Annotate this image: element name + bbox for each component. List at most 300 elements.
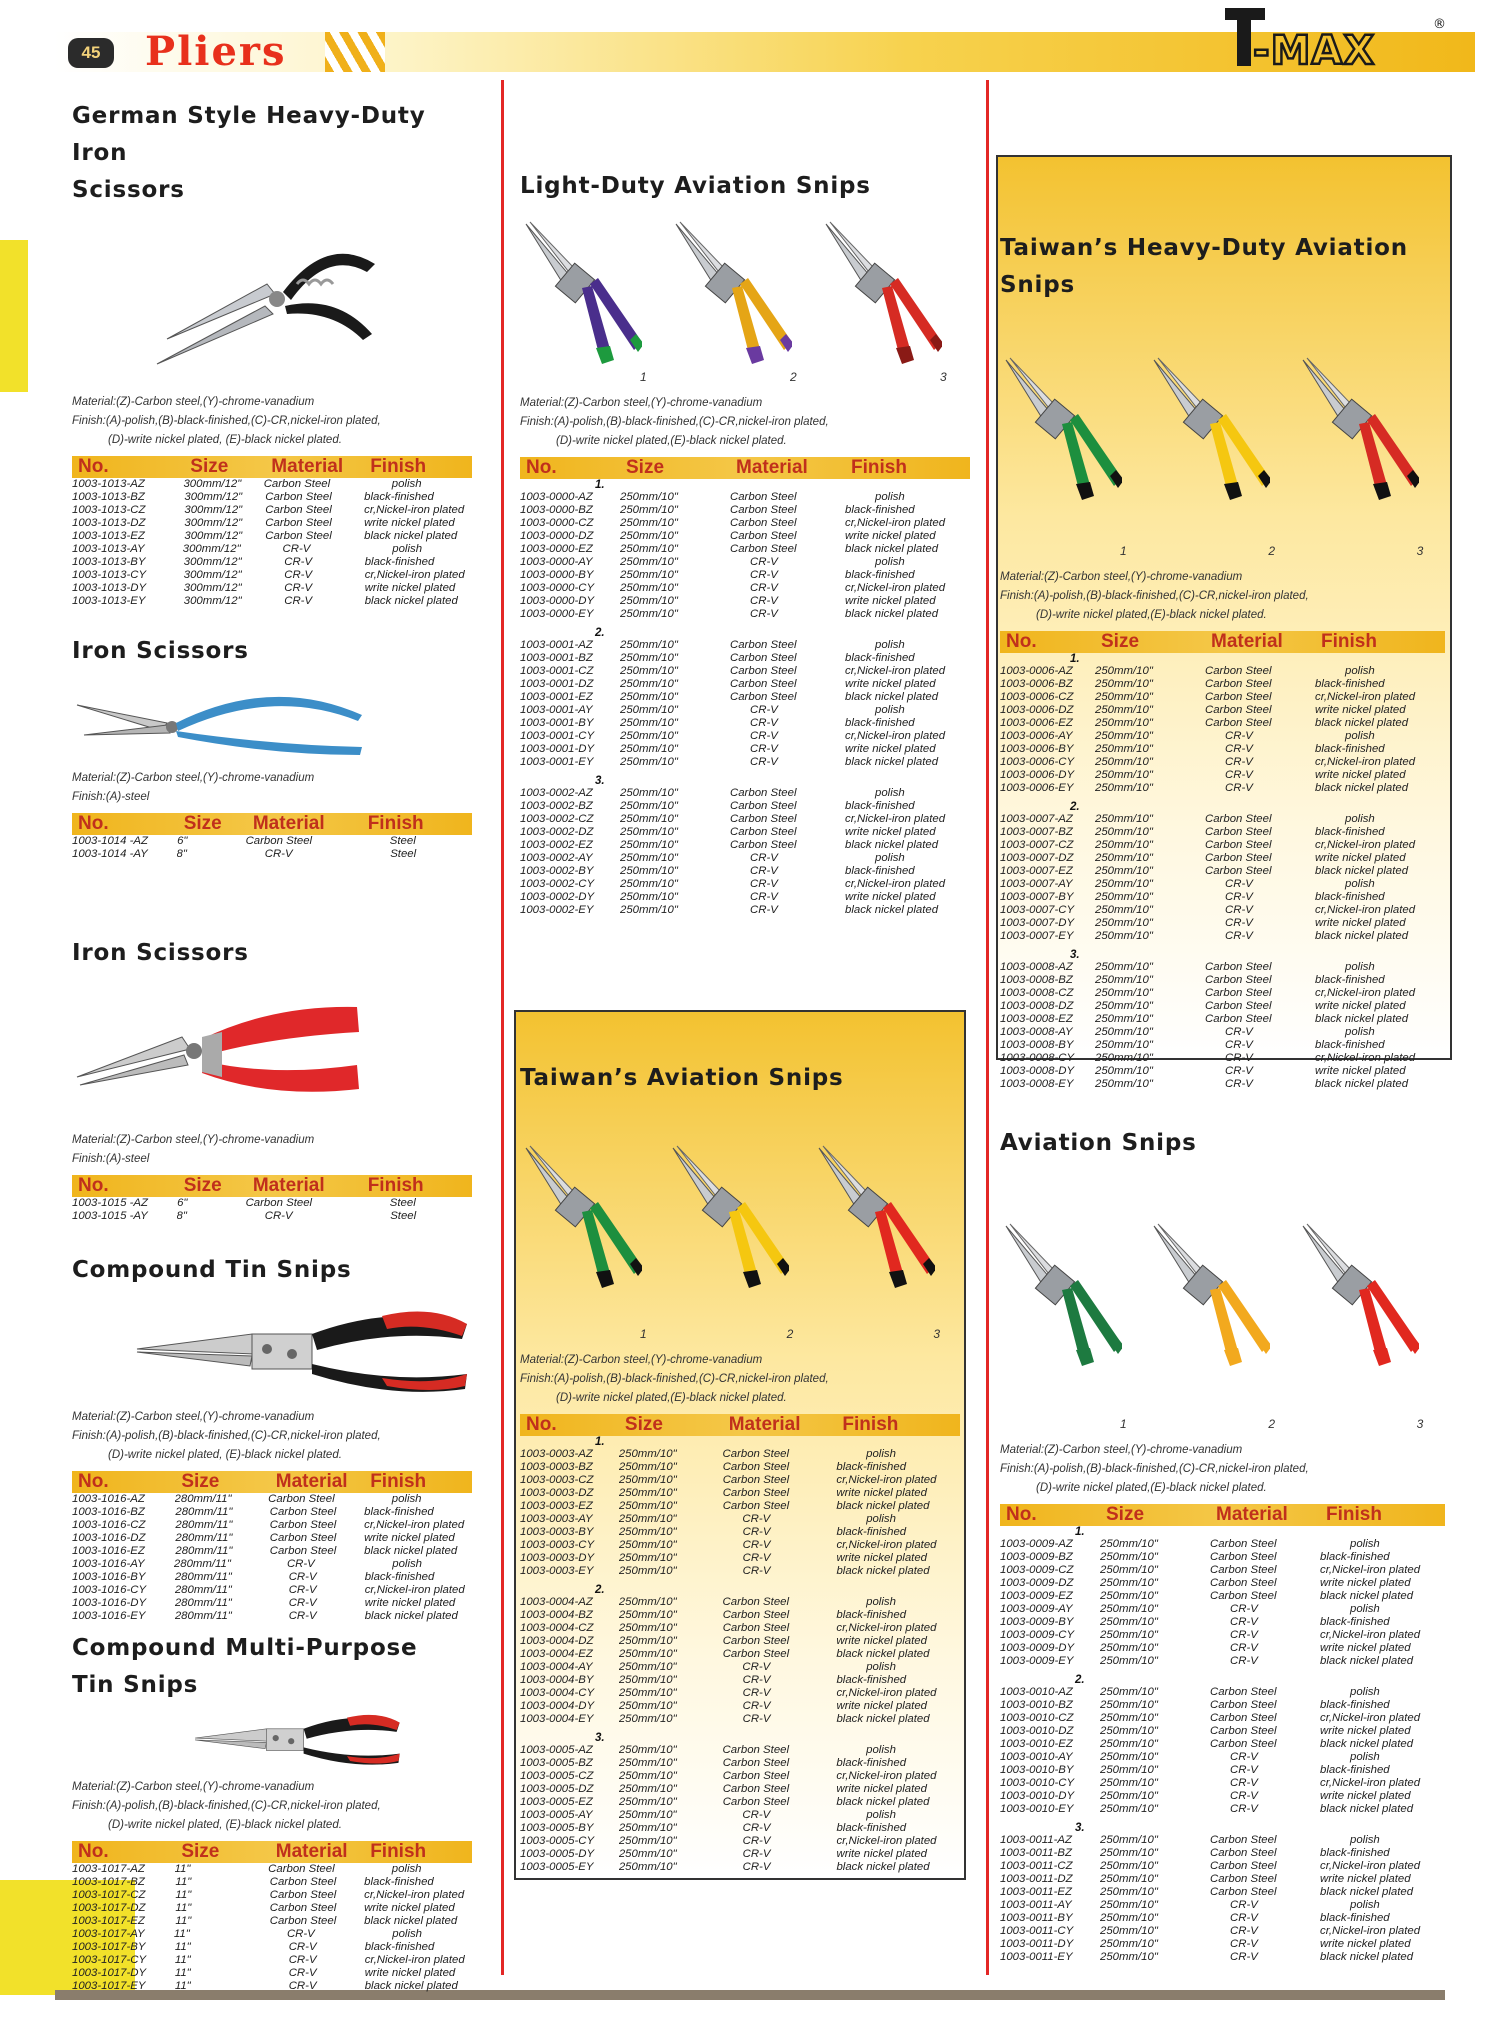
cell-no: 1003-0007-AZ — [1000, 813, 1073, 825]
table-row — [520, 1448, 960, 1461]
cell-finish: write nickel plated — [836, 1783, 927, 1795]
section-iron-scissors-1 — [72, 633, 472, 861]
cell-no: 1003-0003-CY — [520, 1539, 595, 1551]
cell-material: Carbon Steel — [730, 639, 797, 651]
cell-finish: black nickel plated — [1315, 1078, 1409, 1090]
cell-material: CR-V — [1225, 1078, 1253, 1090]
material-line: Material:(Z)-Carbon steel,(Y)-chrome-vanadium — [72, 1134, 315, 1146]
cell-no: 1003-1015 -AZ — [72, 1197, 148, 1209]
table-row — [1000, 769, 1445, 782]
cell-size: 250mm/10" — [1100, 1912, 1158, 1924]
cell-finish: polish — [1350, 1751, 1380, 1763]
table-row — [1000, 865, 1445, 878]
cell-size: 280mm/11" — [175, 1545, 233, 1557]
cell-no: 1003-1013-BZ — [72, 491, 145, 503]
cell-size: 250mm/10" — [620, 865, 678, 877]
cell-size: 250mm/10" — [620, 556, 678, 568]
cell-size: 250mm/10" — [620, 904, 678, 916]
cell-no: 1003-1014 -AY — [72, 848, 148, 860]
cell-material: CR-V — [1225, 904, 1253, 916]
material-line: Material:(Z)-Carbon steel,(Y)-chrome-vanadium — [520, 1354, 763, 1366]
cell-material: CR-V — [742, 1861, 771, 1873]
cell-size: 250mm/10" — [618, 1674, 677, 1686]
cell-material: Carbon Steel — [269, 1532, 337, 1544]
table-row — [520, 1500, 960, 1513]
cell-size: 250mm/10" — [1095, 987, 1153, 999]
section-aviation-snips — [1000, 1125, 1445, 1964]
cell-material: Carbon Steel — [1205, 852, 1272, 864]
cell-finish: write nickel plated — [836, 1487, 927, 1499]
cell-material: CR-V — [1225, 1039, 1253, 1051]
cell-no: 1003-0010-CY — [1000, 1777, 1075, 1789]
header-stripes — [325, 32, 385, 72]
material-line: Material:(Z)-Carbon steel,(Y)-chrome-vanadium — [520, 397, 763, 409]
cell-finish: black-finished — [845, 800, 915, 812]
table-row — [520, 1661, 960, 1674]
table-row — [1000, 1712, 1445, 1725]
material-finish-note — [72, 1408, 472, 1465]
cell-finish: black-finished — [836, 1609, 907, 1621]
cell-no: 1003-1015 -AY — [72, 1210, 148, 1222]
table-row — [520, 756, 970, 769]
cell-finish: write nickel plated — [364, 582, 456, 594]
cell-size: 250mm/10" — [618, 1552, 677, 1564]
cell-finish: black nickel plated — [364, 1980, 458, 1992]
group-label: 2. — [595, 627, 605, 639]
table-row — [1000, 1026, 1445, 1039]
product-image — [815, 1142, 935, 1297]
material-finish-note — [520, 394, 970, 451]
table-row — [72, 556, 472, 569]
cell-material: Carbon Steel — [269, 1506, 337, 1518]
cell-size: 11" — [173, 1928, 190, 1940]
cell-no: 1003-0005-CZ — [520, 1770, 594, 1782]
cell-finish: polish — [875, 704, 905, 716]
table-row — [520, 1487, 960, 1500]
cell-finish: polish — [391, 1493, 422, 1505]
cell-size: 300mm/12" — [184, 491, 243, 503]
table-row — [72, 1902, 472, 1915]
cell-material: CR-V — [750, 717, 778, 729]
group-label: 3. — [595, 1732, 605, 1744]
cell-size: 250mm/10" — [1095, 1000, 1153, 1012]
table-row — [72, 595, 472, 608]
cell-material: Carbon Steel — [1210, 1564, 1277, 1576]
cell-no: 1003-0010-BZ — [1000, 1699, 1073, 1711]
table-row — [1000, 852, 1445, 865]
cell-finish: cr,Nickel-iron plated — [364, 1954, 465, 1966]
product-images — [520, 205, 970, 390]
cell-finish: black nickel plated — [845, 691, 939, 703]
cell-material: Carbon Steel — [268, 1863, 335, 1875]
cell-no: 1003-1016-AY — [72, 1558, 145, 1570]
cell-finish: black nickel plated — [364, 530, 458, 542]
cell-finish: black-finished — [845, 717, 915, 729]
table-row — [520, 1552, 960, 1565]
cell-finish: write nickel plated — [845, 530, 936, 542]
cell-material: Carbon Steel — [1205, 974, 1272, 986]
section-title: Snips — [1000, 272, 1075, 298]
table-row — [1000, 1886, 1445, 1899]
table-row — [72, 543, 472, 556]
cell-no: 1003-0000-AZ — [520, 491, 593, 503]
cell-finish: black nickel plated — [1315, 717, 1409, 729]
table-row — [520, 582, 970, 595]
table-row — [72, 1889, 472, 1902]
cell-finish: black-finished — [836, 1461, 907, 1473]
group-label: 3. — [1075, 1822, 1085, 1834]
cell-material: CR-V — [1230, 1912, 1258, 1924]
table-row — [520, 1848, 960, 1861]
table-row — [520, 839, 970, 852]
table-row — [520, 608, 970, 621]
cell-size: 250mm/10" — [618, 1687, 677, 1699]
cell-material: CR-V — [750, 569, 778, 581]
cell-finish: polish — [391, 478, 422, 490]
cell-material: Carbon Steel — [1210, 1834, 1277, 1846]
cell-finish: write nickel plated — [836, 1848, 928, 1860]
cell-no: 1003-0009-EY — [1000, 1655, 1074, 1667]
cell-material: Carbon Steel — [245, 835, 313, 847]
cell-no: 1003-0004-AY — [520, 1661, 593, 1673]
product-images — [520, 1097, 960, 1347]
accent-block-top — [0, 240, 28, 392]
cell-material: Carbon Steel — [722, 1596, 790, 1608]
cell-material: Carbon Steel — [1210, 1577, 1277, 1589]
cell-material: CR-V — [1225, 878, 1253, 890]
cell-finish: write nickel plated — [836, 1635, 927, 1647]
table-row — [520, 504, 970, 517]
cell-material: Carbon Steel — [722, 1448, 790, 1460]
table-row — [1000, 917, 1445, 930]
table-header-size: Size — [181, 1841, 220, 1862]
table-row — [72, 1519, 472, 1532]
cell-size: 250mm/10" — [620, 608, 678, 620]
cell-no: 1003-0005-DZ — [520, 1783, 594, 1795]
material-line: Finish:(A)-polish,(B)-black-finished,(C)-CR,nickel-iron plated, — [520, 416, 829, 428]
cell-size: 250mm/10" — [1095, 1039, 1153, 1051]
cell-finish: black-finished — [1320, 1551, 1390, 1563]
cell-no: 1003-0005-CY — [520, 1835, 595, 1847]
cell-finish: cr,Nickel-iron plated — [836, 1539, 937, 1551]
cell-material: Carbon Steel — [1205, 865, 1272, 877]
cell-size: 8" — [176, 848, 187, 860]
table-row — [1000, 665, 1445, 678]
table-row — [520, 717, 970, 730]
cell-material: Carbon Steel — [1210, 1538, 1277, 1550]
table-row — [72, 1545, 472, 1558]
cell-finish: cr,Nickel-iron plated — [364, 1584, 465, 1596]
table-header-finish: Finish — [367, 813, 424, 834]
table-header-no: No. — [526, 457, 557, 478]
cell-no: 1003-0009-DZ — [1000, 1577, 1074, 1589]
table-row — [1000, 1738, 1445, 1751]
cell-finish: black nickel plated — [836, 1861, 930, 1873]
cell-finish: polish — [1350, 1538, 1380, 1550]
cell-size: 250mm/10" — [1095, 704, 1153, 716]
table-row — [1000, 1564, 1445, 1577]
table-header-size: Size — [190, 456, 229, 477]
cell-material: Carbon Steel — [1210, 1590, 1277, 1602]
cell-material: Carbon Steel — [730, 787, 797, 799]
cell-size: 300mm/12" — [182, 543, 241, 555]
cell-material: Carbon Steel — [730, 665, 797, 677]
table-row — [1000, 1751, 1445, 1764]
cell-finish: cr,Nickel-iron plated — [364, 504, 465, 516]
cell-finish: black nickel plated — [1320, 1590, 1414, 1602]
cell-no: 1003-0010-BY — [1000, 1764, 1074, 1776]
cell-finish: write nickel plated — [1315, 704, 1406, 716]
table-row — [1000, 878, 1445, 891]
table-row — [1000, 1951, 1445, 1964]
cell-material: Carbon Steel — [1205, 987, 1272, 999]
table-row — [72, 478, 472, 491]
cell-material: CR-V — [742, 1835, 771, 1847]
cell-size: 250mm/10" — [1100, 1629, 1158, 1641]
cell-finish: black nickel plated — [845, 608, 939, 620]
material-finish-note — [72, 769, 472, 807]
table-row — [1000, 730, 1445, 743]
cell-size: 250mm/10" — [1095, 1065, 1153, 1077]
cell-size: 11" — [175, 1915, 192, 1927]
cell-no: 1003-0002-BZ — [520, 800, 593, 812]
cell-size: 250mm/10" — [618, 1783, 677, 1795]
cell-finish: cr,Nickel-iron plated — [1315, 691, 1416, 703]
cell-material: Carbon Steel — [269, 1519, 337, 1531]
product-images — [72, 209, 472, 389]
cell-material: CR-V — [742, 1848, 771, 1860]
cell-material: CR-V — [750, 904, 778, 916]
cell-finish: cr,Nickel-iron plated — [1320, 1564, 1421, 1576]
table-row — [520, 1674, 960, 1687]
cell-no: 1003-0000-CZ — [520, 517, 594, 529]
cell-no: 1003-0000-BZ — [520, 504, 593, 516]
cell-no: 1003-0009-EZ — [1000, 1590, 1073, 1602]
table-row — [1000, 1925, 1445, 1938]
table-row — [1000, 1912, 1445, 1925]
cell-no: 1003-0001-EY — [520, 756, 594, 768]
group-label: 1. — [595, 479, 605, 491]
cell-no: 1003-1016-DZ — [72, 1532, 146, 1544]
cell-material: CR-V — [750, 743, 778, 755]
cell-no: 1003-0011-EZ — [1000, 1886, 1072, 1898]
cell-size: 250mm/10" — [1095, 974, 1153, 986]
cell-no: 1003-0006-CY — [1000, 756, 1075, 768]
cell-material: CR-V — [750, 704, 778, 716]
cell-no: 1003-1014 -AZ — [72, 835, 148, 847]
cell-material: Carbon Steel — [1205, 665, 1272, 677]
cell-material: CR-V — [1225, 917, 1253, 929]
cell-finish: black-finished — [836, 1757, 907, 1769]
cell-no: 1003-0011-CZ — [1000, 1860, 1073, 1872]
product-images — [1000, 1162, 1445, 1437]
material-line: Finish:(A)-polish,(B)-black-finished,(C)-CR,nickel-iron plated, — [1000, 1463, 1309, 1475]
table-row — [1000, 704, 1445, 717]
cell-size: 250mm/10" — [1100, 1738, 1158, 1750]
cell-material: Carbon Steel — [269, 1915, 337, 1927]
cell-size: 250mm/10" — [620, 678, 678, 690]
product-image — [132, 1294, 472, 1409]
cell-no: 1003-0003-AY — [520, 1513, 593, 1525]
cell-size: 250mm/10" — [620, 743, 678, 755]
cell-material: Carbon Steel — [1205, 813, 1272, 825]
cell-no: 1003-0011-CY — [1000, 1925, 1074, 1937]
cell-finish: cr,Nickel-iron plated — [1315, 987, 1416, 999]
cell-material: CR-V — [1225, 891, 1253, 903]
cell-size: 11" — [174, 1863, 191, 1875]
cell-size: 250mm/10" — [618, 1770, 677, 1782]
cell-finish: write nickel plated — [364, 1902, 455, 1914]
cell-material: CR-V — [750, 756, 778, 768]
cell-material: CR-V — [286, 1928, 315, 1940]
cell-no: 1003-1016-EY — [72, 1610, 146, 1622]
cell-size: 6" — [177, 1197, 188, 1209]
table-row — [1000, 1039, 1445, 1052]
cell-material: CR-V — [742, 1809, 771, 1821]
table-row — [520, 569, 970, 582]
cell-material: Carbon Steel — [265, 530, 332, 542]
product-images — [72, 1704, 472, 1774]
cell-size: 6" — [177, 835, 188, 847]
cell-size: 250mm/10" — [1095, 678, 1153, 690]
cell-no: 1003-0004-DY — [520, 1700, 595, 1712]
table-row — [72, 530, 472, 543]
cell-no: 1003-0002-AZ — [520, 787, 593, 799]
cell-no: 1003-0008-CY — [1000, 1052, 1075, 1064]
cell-no: 1003-0000-DY — [520, 595, 595, 607]
cell-no: 1003-0010-AY — [1000, 1751, 1073, 1763]
table-row — [520, 865, 970, 878]
table-header-material: Material — [1216, 1504, 1288, 1525]
cell-size: 250mm/10" — [618, 1661, 677, 1673]
material-line: Material:(Z)-Carbon steel,(Y)-chrome-vanadium — [1000, 571, 1243, 583]
cell-finish: write nickel plated — [1320, 1642, 1411, 1654]
table-header-size: Size — [1106, 1504, 1145, 1525]
cell-finish: black-finished — [1320, 1764, 1390, 1776]
cell-finish: black nickel plated — [836, 1565, 930, 1577]
cell-finish: cr,Nickel-iron plated — [836, 1687, 937, 1699]
cell-material: Carbon Steel — [265, 517, 332, 529]
cell-material: CR-V — [1225, 1065, 1253, 1077]
cell-finish: cr,Nickel-iron plated — [364, 1519, 465, 1531]
cell-finish: write nickel plated — [1315, 1065, 1406, 1077]
image-number: 2 — [790, 370, 797, 384]
cell-material: CR-V — [282, 543, 311, 555]
cell-size: 250mm/10" — [620, 826, 678, 838]
material-line: Material:(Z)-Carbon steel,(Y)-chrome-vanadium — [72, 1411, 315, 1423]
cell-no: 1003-0010-DZ — [1000, 1725, 1074, 1737]
material-finish-note — [1000, 568, 1445, 625]
product-image — [72, 675, 372, 770]
cell-finish: write nickel plated — [836, 1552, 928, 1564]
cell-no: 1003-1017-AZ — [72, 1863, 145, 1875]
cell-no: 1003-1017-AY — [72, 1928, 145, 1940]
table-row — [520, 543, 970, 556]
cell-size: 250mm/10" — [1100, 1616, 1158, 1628]
cell-size: 250mm/10" — [618, 1796, 677, 1808]
table-row — [1000, 1642, 1445, 1655]
cell-size: 250mm/10" — [1095, 717, 1153, 729]
table-row — [1000, 1860, 1445, 1873]
group-label: 3. — [1070, 949, 1080, 961]
cell-size: 250mm/10" — [620, 569, 678, 581]
cell-material: CR-V — [750, 730, 778, 742]
cell-finish: polish — [875, 491, 905, 503]
cell-size: 250mm/10" — [618, 1713, 677, 1725]
cell-size: 250mm/10" — [1095, 691, 1153, 703]
table-header-no: No. — [78, 813, 109, 834]
cell-no: 1003-1013-DZ — [72, 517, 146, 529]
cell-size: 250mm/10" — [1095, 917, 1153, 929]
cell-material: Carbon Steel — [1205, 839, 1272, 851]
cell-material: Carbon Steel — [722, 1783, 790, 1795]
cell-no: 1003-1016-AZ — [72, 1493, 145, 1505]
cell-no: 1003-0009-AY — [1000, 1603, 1073, 1615]
product-image — [72, 977, 372, 1122]
cell-finish: polish — [1350, 1834, 1380, 1846]
material-line: Material:(Z)-Carbon steel,(Y)-chrome-vanadium — [72, 396, 315, 408]
cell-material: Carbon Steel — [1210, 1551, 1277, 1563]
cell-material: CR-V — [742, 1674, 771, 1686]
cell-no: 1003-0000-DZ — [520, 530, 594, 542]
cell-size: 250mm/10" — [1100, 1860, 1158, 1872]
cell-no: 1003-0001-DY — [520, 743, 595, 755]
cell-no: 1003-0002-CY — [520, 878, 595, 890]
cell-no: 1003-0004-AZ — [520, 1596, 593, 1608]
cell-material: CR-V — [264, 1210, 293, 1222]
cell-no: 1003-1016-EZ — [72, 1545, 145, 1557]
cell-no: 1003-0008-DZ — [1000, 1000, 1074, 1012]
table-row — [1000, 782, 1445, 795]
cell-size: 250mm/10" — [1100, 1790, 1158, 1802]
cell-no: 1003-1017-CY — [72, 1954, 147, 1966]
cell-no: 1003-1016-BZ — [72, 1506, 145, 1518]
cell-finish: cr,Nickel-iron plated — [1320, 1777, 1421, 1789]
table-row — [72, 1610, 472, 1623]
cell-finish: write nickel plated — [1320, 1938, 1411, 1950]
cell-material: Carbon Steel — [722, 1500, 790, 1512]
cell-size: 250mm/10" — [1100, 1686, 1158, 1698]
cell-material: CR-V — [1230, 1777, 1258, 1789]
cell-finish: cr,Nickel-iron plated — [364, 1889, 465, 1901]
cell-material: CR-V — [742, 1822, 771, 1834]
cell-material: Carbon Steel — [730, 800, 797, 812]
cell-no: 1003-0006-BY — [1000, 743, 1074, 755]
table-row — [1000, 1699, 1445, 1712]
cell-finish: black-finished — [1315, 678, 1385, 690]
page-title: Pliers — [145, 28, 287, 75]
cell-material: CR-V — [288, 1967, 317, 1979]
table-row — [72, 1210, 472, 1223]
cell-finish: write nickel plated — [1315, 917, 1406, 929]
page-number: 45 — [68, 38, 114, 68]
cell-material: CR-V — [750, 865, 778, 877]
cell-size: 250mm/10" — [618, 1596, 677, 1608]
table-row — [520, 1783, 960, 1796]
cell-no: 1003-1016-CZ — [72, 1519, 146, 1531]
cell-finish: polish — [1345, 961, 1375, 973]
cell-no: 1003-0007-CY — [1000, 904, 1075, 916]
table-row — [1000, 1725, 1445, 1738]
cell-material: CR-V — [1225, 756, 1253, 768]
cell-no: 1003-0007-EY — [1000, 930, 1074, 942]
cell-size: 250mm/10" — [620, 530, 678, 542]
cell-no: 1003-0005-DY — [520, 1848, 595, 1860]
cell-material: Carbon Steel — [245, 1197, 313, 1209]
section-compound-tin-snips — [72, 1252, 472, 1623]
cell-no: 1003-0003-BZ — [520, 1461, 593, 1473]
cell-size: 250mm/10" — [620, 639, 678, 651]
